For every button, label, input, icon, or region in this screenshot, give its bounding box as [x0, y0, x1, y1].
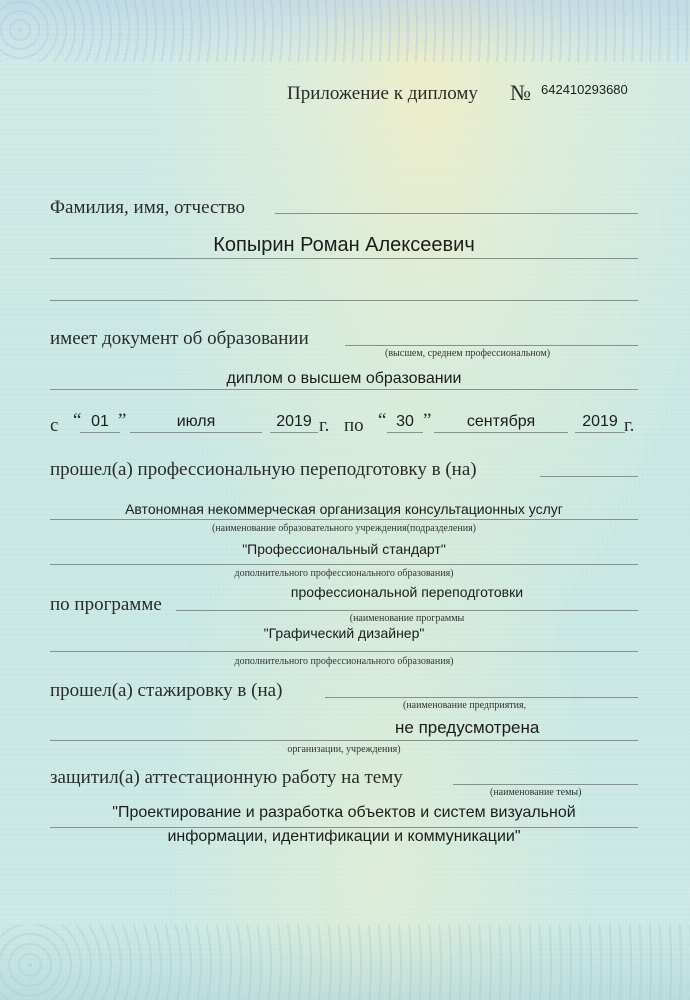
quote-open-1: “: [73, 410, 82, 431]
decorative-bottom-pattern: [0, 925, 690, 1000]
to-day-line: [387, 432, 423, 433]
decorative-top-pattern: [0, 0, 690, 62]
thesis-title-line-2: информации, идентификации и коммуникации": [167, 828, 521, 845]
document-title: Приложение к диплому: [287, 83, 478, 104]
retraining-organization-name: "Профессиональный стандарт": [242, 541, 446, 557]
program-label: по программе: [50, 594, 162, 615]
program-type: профессиональной переподготовки: [290, 584, 524, 600]
education-label: имеет документ об образовании: [50, 328, 309, 349]
fio-label: Фамилия, имя, отчество: [50, 197, 246, 218]
program-caption-1: (наименование программы: [349, 613, 465, 624]
year-suffix-1: г.: [319, 415, 330, 436]
appendix-number: 642410293680: [541, 82, 628, 97]
quote-close-2: ”: [423, 410, 432, 431]
period-from-prefix: с: [50, 415, 59, 436]
fio-line-1: [275, 213, 638, 214]
thesis-label: защитил(а) аттестационную работу на тему: [50, 767, 403, 788]
number-sign: №: [510, 80, 531, 105]
education-value: диплом о высшем образовании: [226, 370, 462, 387]
education-line-1: [345, 345, 638, 346]
from-year-line: [270, 432, 318, 433]
program-line-2: [50, 651, 638, 652]
retraining-line-1: [540, 476, 638, 477]
fio-line-3: [50, 300, 638, 301]
period-from-month: июля: [176, 413, 216, 430]
internship-value: не предусмотрена: [395, 718, 540, 737]
fio-value: Копырин Роман Алексеевич: [213, 234, 475, 256]
period-to-day: 30: [396, 413, 414, 430]
period-to-month: сентября: [466, 413, 536, 430]
retraining-organization: Автономная некоммерческая организация консультационных услуг: [125, 501, 563, 517]
fio-line-2: [50, 258, 638, 259]
quote-open-2: “: [378, 410, 387, 431]
period-to-year: 2019: [582, 413, 618, 430]
program-name: "Графический дизайнер": [263, 625, 425, 641]
year-suffix-2: г.: [624, 415, 635, 436]
internship-label: прошел(а) стажировку в (на): [50, 680, 283, 701]
retraining-caption-1: (наименование образовательного учреждения(подразделения): [212, 523, 476, 534]
education-line-2: [50, 389, 638, 390]
quote-close-1: ”: [118, 410, 127, 431]
period-from-day: 01: [91, 413, 109, 430]
internship-line-2: [50, 740, 638, 741]
retraining-line-3: [50, 564, 638, 565]
internship-caption-2: организации, учреждения): [287, 744, 401, 755]
internship-line-1: [325, 697, 638, 698]
education-caption: (высшем, среднем профессиональном): [385, 348, 551, 359]
period-to-prefix: по: [344, 415, 364, 436]
period-from-year: 2019: [276, 413, 312, 430]
to-year-line: [575, 432, 625, 433]
program-caption-2: дополнительного профессионального образования): [234, 656, 454, 667]
from-day-line: [80, 432, 120, 433]
from-month-line: [130, 432, 262, 433]
thesis-line-1: [453, 784, 638, 785]
retraining-line-2: [50, 519, 638, 520]
internship-caption-1: (наименование предприятия,: [403, 700, 527, 711]
retraining-label: прошел(а) профессиональную переподготовку в (на): [50, 459, 477, 480]
program-line-1: [176, 610, 638, 611]
thesis-caption: (наименование темы): [490, 787, 582, 798]
to-month-line: [434, 432, 568, 433]
thesis-title-line-1: "Проектирование и разработка объектов и систем визуальной: [112, 804, 576, 821]
retraining-caption-2: дополнительного профессионального образования): [234, 568, 454, 579]
